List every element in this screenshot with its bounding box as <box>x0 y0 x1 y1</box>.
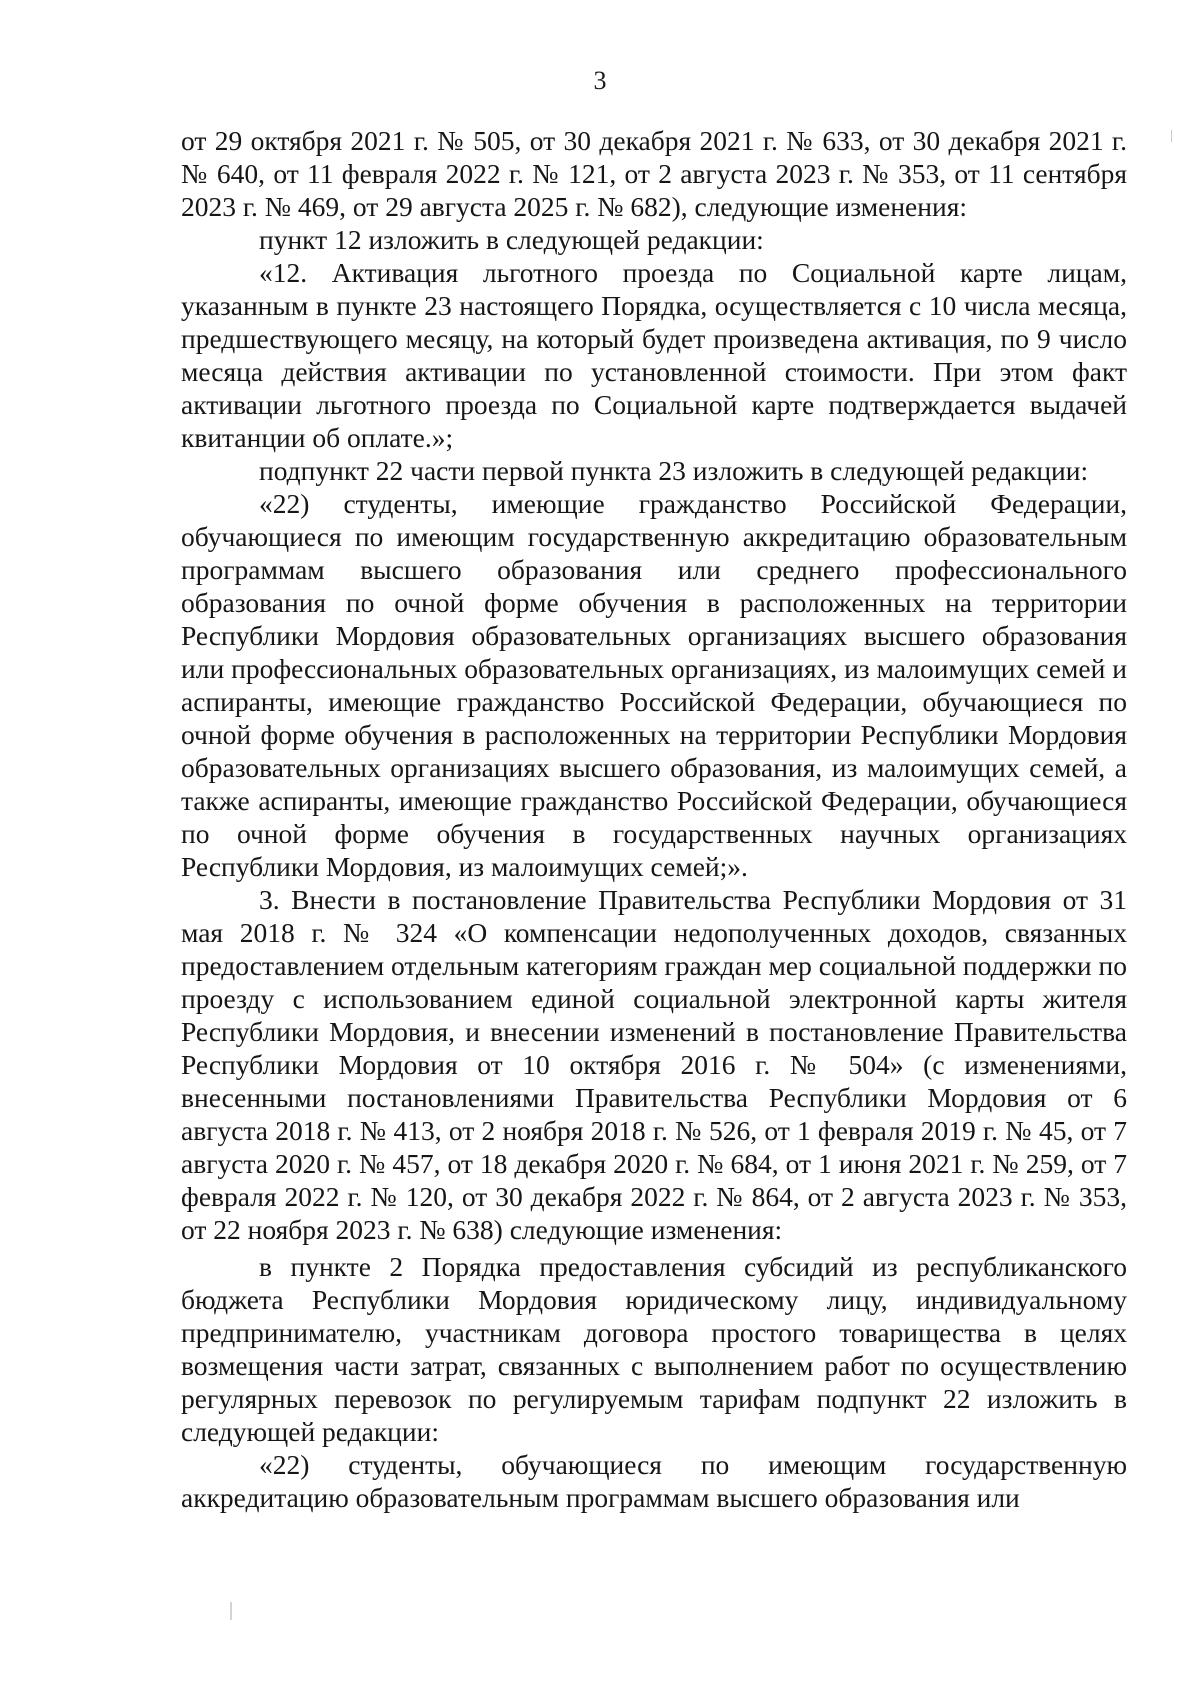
page-number: 3 <box>593 66 607 95</box>
scan-margin-mark <box>230 1602 232 1620</box>
paragraph-subpoint-22-intro: подпункт 22 части первой пункта 23 изложить в следующей редакции: <box>259 455 1089 486</box>
paragraph-amendment-list: от 29 октября 2021 г. № 505, от 30 декабря 2021 г. № 633, от 30 декабря 2021 г. № 640, от 11 февраля 2022 г. № 121, от 2 августа 2023 г. № 353, от 11 сентября 2023 г. № 469, от 29 августа 2025 г. № 682), следующие изменения: <box>181 125 1127 222</box>
paragraph-point-2-subpoint-22: «22) студенты, обучающиеся по имеющим государственную аккредитацию образовательным программам высшего образования или <box>181 1449 1127 1513</box>
document-body <box>181 124 1127 1514</box>
paragraph-point-12-intro: пункт 12 изложить в следующей редакции: <box>259 224 764 255</box>
paragraph-point-2-intro: в пункте 2 Порядка предоставления субсидий из республиканского бюджета Республики Мордовия юридическому лицу, индивидуальному предпринимателю, участникам договора простого товарищества в целях возмещения части затрат, связанных с выполнением работ по осуществлению регулярных перевозок по регулируемым тарифам подпункт 22 изложить в следующей редакции: <box>181 1251 1127 1447</box>
paragraph-item-3: 3. Внести в постановление Правительства Республики Мордовия от 31 мая 2018 г. № 324 «О компенсации недополученных доходов, связанных предоставлением отдельным категориям граждан мер социальной поддержки по проезду с использованием единой социальной электронной карты жителя Республики Мордовия, и внесении изменений в постановление Правительства Республики Мордовия от 10 октября 2016 г. № 504» (с изменениями, внесенными постановлениями Правительства Республики Мордовия от 6 августа 2018 г. № 413, от 2 ноября 2018 г. № 526, от 1 февраля 2019 г. № 45, от 7 августа 2020 г. № 457, от 18 декабря 2020 г. № 684, от 1 июня 2021 г. № 259, от 7 февраля 2022 г. № 120, от 30 декабря 2022 г. № 864, от 2 августа 2023 г. № 353, от 22 ноября 2023 г. № 638) следующие изменения: <box>181 884 1127 1245</box>
paragraph-subpoint-22-text: «22) студенты, имеющие гражданство Российской Федерации, обучающиеся по имеющим государственную аккредитацию образовательным программам высшего образования или среднего профессионального образования по очной форме обучения в расположенных на территории Республики Мордовия образовательных организациях высшего образования или профессиональных образовательных организациях, из малоимущих семей и аспиранты, имеющие гражданство Российской Федерации, обучающиеся по очной форме обучения в расположенных на территории Республики Мордовия образовательных организациях высшего образования, из малоимущих семей, а также аспиранты, имеющие гражданство Российской Федерации, обучающиеся по очной форме обучения в государственных научных организациях Республики Мордовия, из малоимущих семей;». <box>181 488 1127 882</box>
scan-margin-mark <box>1171 130 1172 142</box>
paragraph-point-12-text: «12. Активация льготного проезда по Социальной карте лицам, указанным в пункте 23 настоящего Порядка, осуществляется с 10 числа месяца, предшествующего месяцу, на который будет произведена активация, по 9 число месяца действия активации по установленной стоимости. При этом факт активации льготного проезда по Социальной карте подтверждается выдачей квитанции об оплате.»; <box>181 257 1127 453</box>
